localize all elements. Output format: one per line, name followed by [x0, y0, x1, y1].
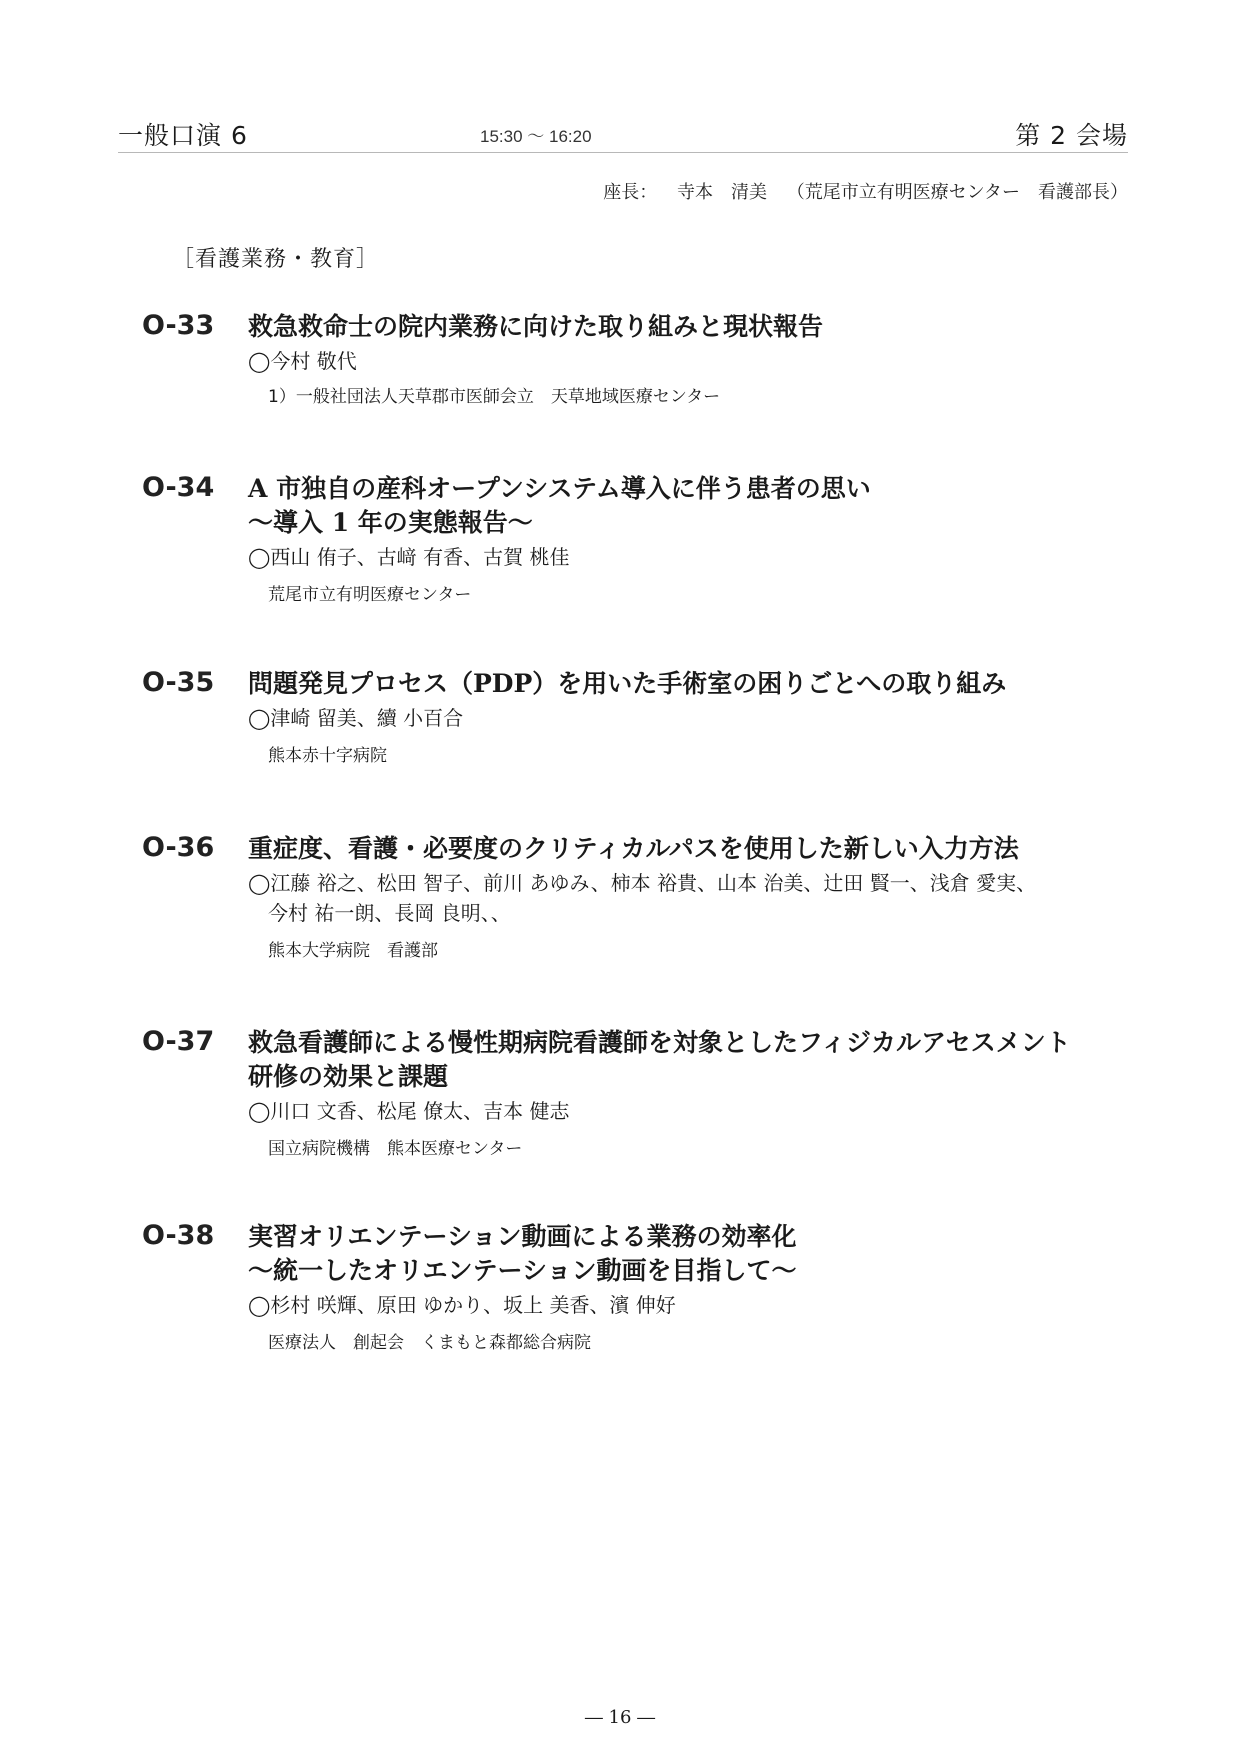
presentation-affiliation: 国立病院機構 熊本医療センター [268, 1139, 523, 1159]
presentation-details [248, 1026, 1128, 1162]
presentation-authors-cont: 今村 祐一朗、長岡 良明、、 [248, 901, 511, 925]
presentation-title: 問題発見プロセス（PDP）を用いた手術室の困りごとへの取り組み [248, 669, 1007, 698]
category-heading: ［看護業務・教育］ [172, 247, 380, 272]
presentation-id: O-34 [142, 472, 215, 503]
chair-label: 座長： [603, 182, 658, 203]
presentation-authors: ◯杉村 咲輝、原田 ゆかり、坂上 美香、濱 伸好 [248, 1293, 676, 1317]
presentation-affiliation: 医療法人 創起会 くまもと森都総合病院 [268, 1333, 591, 1353]
presentation-id: O-38 [142, 1220, 215, 1251]
presentation-title: A 市独自の産科オープンシステム導入に伴う患者の思い [248, 474, 871, 503]
presentation-title: 実習オリエンテーション動画による業務の効率化 [248, 1222, 797, 1251]
presentation-authors: ◯川口 文香、松尾 僚太、吉本 健志 [248, 1099, 570, 1123]
chairperson-line [603, 178, 1128, 204]
page-number: ― 16 ― [584, 1707, 656, 1728]
presentation-id: O-33 [142, 310, 215, 341]
presentation-id: O-36 [142, 832, 215, 863]
presentation-affiliation: 熊本大学病院 看護部 [268, 941, 438, 961]
session-header [118, 112, 1128, 153]
presentation-subtitle: ～統一したオリエンテーション動画を目指して～ [248, 1256, 797, 1285]
presentation-affiliation: 1）一般社団法人天草郡市医師会立 天草地域医療センター [268, 387, 721, 407]
session-title: 一般口演 6 [118, 121, 248, 150]
presentation-details [248, 667, 1128, 769]
presentation-authors: ◯津崎 留美、續 小百合 [248, 706, 464, 730]
presentation-title: 重症度、看護・必要度のクリティカルパスを使用した新しい入力方法 [248, 834, 1019, 863]
presentation-authors: ◯江藤 裕之、松田 智子、前川 あゆみ、柿本 裕貴、山本 治美、辻田 賢一、浅倉 愛実、 [248, 871, 1037, 895]
presentation-details [248, 310, 1128, 410]
presentation-authors: ◯西山 侑子、古﨑 有香、古賀 桃佳 [248, 545, 570, 569]
presentation-details [248, 1220, 1128, 1356]
presentation-id: O-37 [142, 1026, 215, 1057]
presentation-subtitle: ～導入 1 年の実態報告～ [248, 508, 533, 537]
presentation-title: 救急看護師による慢性期病院看護師を対象としたフィジカルアセスメント [248, 1028, 1071, 1057]
presentation-affiliation: 荒尾市立有明医療センター [268, 585, 472, 605]
presentation-affiliation: 熊本赤十字病院 [268, 746, 387, 766]
presentation-details [248, 832, 1128, 964]
presentation-title-cont: 研修の効果と課題 [248, 1062, 449, 1091]
chair-affiliation: （荒尾市立有明医療センター 看護部長） [786, 182, 1128, 203]
venue-label: 第 2 会場 [1015, 121, 1128, 150]
presentation-details [248, 472, 1128, 608]
chair-name: 寺本 清美 [676, 182, 767, 203]
session-time: 15:30 ～ 16:20 [480, 127, 592, 146]
presentation-authors: ◯今村 敬代 [248, 349, 357, 373]
presentation-id: O-35 [142, 667, 215, 698]
presentation-title: 救急救命士の院内業務に向けた取り組みと現状報告 [248, 312, 824, 341]
